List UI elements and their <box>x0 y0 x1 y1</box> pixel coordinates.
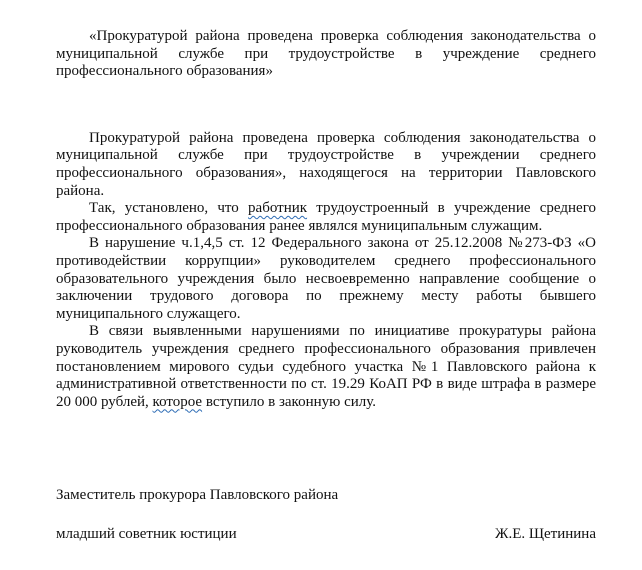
document-body <box>56 28 596 411</box>
paragraph-1: Прокуратурой района проведена проверка соблюдения законодательства о муниципальной службе при трудоустройстве в учреждении среднего профессионального образования», находящегося на территории Павловского района. <box>56 129 596 199</box>
paragraph-4-after: вступило в законную силу. <box>202 393 376 410</box>
paragraph-3: В нарушение ч.1,4,5 ст. 12 Федерального закона от 25.12.2008 №273-ФЗ «О противодействии коррупции» руководителем среднего профессионального образовательного учреждения было несвоевременно направление сообщение о заключении трудового договора по прежнему месту работы бывшего муниципального служащего. <box>56 235 596 322</box>
spacer <box>56 81 596 130</box>
signature-name: Ж.Е. Щетинина <box>495 526 596 542</box>
paragraph-2-after: трудоустроенный в учреждение среднего профессионального образования ранее являлся муниципальным служащим. <box>56 200 596 234</box>
document-title: «Прокуратурой района проведена проверка соблюдения законодательства о муниципальной службе при трудоустройстве в учреждение среднего профессионального образования» <box>56 28 596 80</box>
spellcheck-marked-word: которое <box>152 393 203 410</box>
paragraph-4 <box>56 323 596 411</box>
signature-line <box>56 526 596 544</box>
paragraph-2-before: Так, установлено, что <box>89 200 249 217</box>
paragraph-2 <box>56 200 596 235</box>
paragraph-4-before: В связи выявленными нарушениями по инициативе прокуратуры района руководитель учреждения среднего профессионального образования привлечен постановлением мирового судьи судебного участка №1 Павловского района к административной ответственности по ст. 19.29 КоАП РФ в виде штрафа в размере 20 000 рублей, <box>56 323 596 410</box>
signature-rank: младший советник юстиции <box>56 526 237 542</box>
spellcheck-marked-word: работник <box>248 200 308 217</box>
signature-position: Заместитель прокурора Павловского района <box>56 487 339 503</box>
